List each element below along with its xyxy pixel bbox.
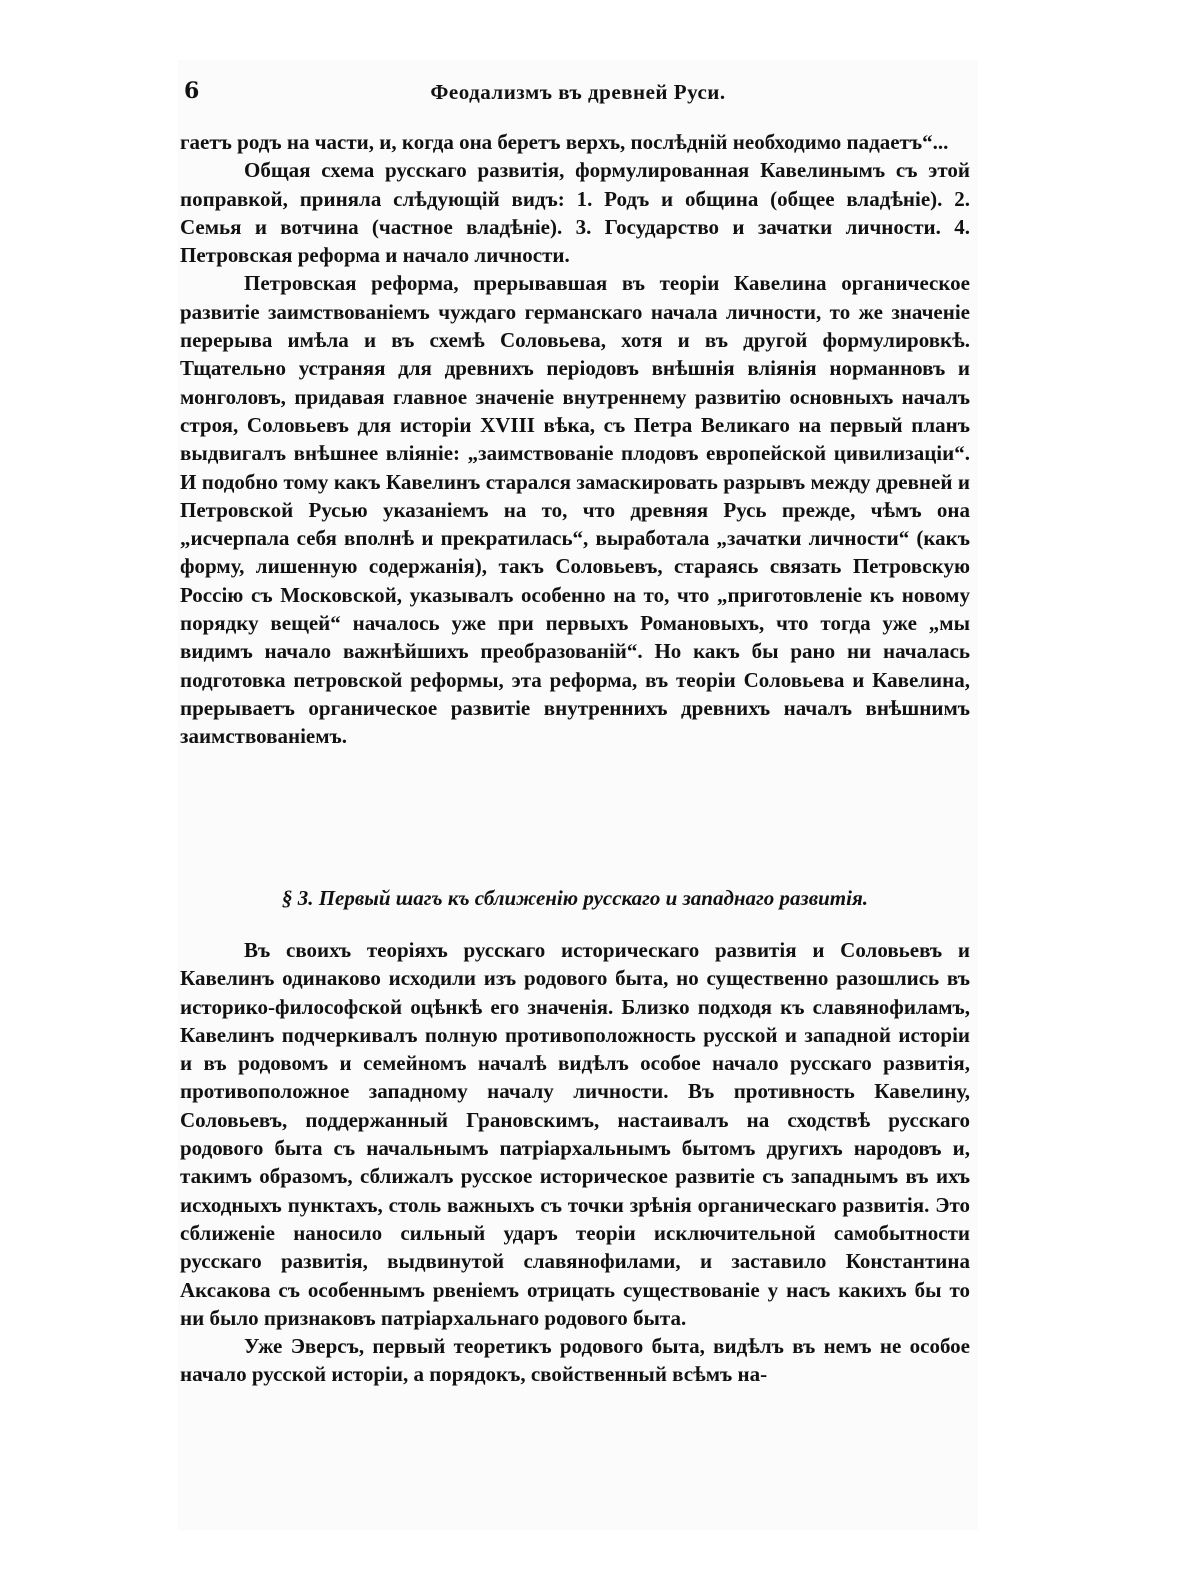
- paragraph-evers: Уже Эверсъ, первый теоретикъ родового быта, видѣлъ въ немъ не особое начало русской исторіи, а порядокъ, свойственный всѣмъ на-: [180, 1334, 970, 1387]
- page-number: 6: [184, 78, 200, 104]
- paragraph-clan-theories: Въ своихъ теоріяхъ русскаго историческаго развитія и Соловьевъ и Кавелинъ одинаково исходили изъ родового быта, но существенно разошлись въ историко-философской оцѣнкѣ его значенія. Близко подходя къ славянофиламъ, Кавелинъ подчеркивалъ полную противоположность русской и западной исторіи и въ родовомъ и семейномъ началѣ видѣлъ особое начало русскаго развитія, противоположное западному началу личности. Въ противность Кавелину, Соловьевъ, поддержанный Грановскимъ, настаивалъ на сходствѣ русскаго родового быта съ начальнымъ патріархальнымъ бытомъ другихъ народовъ и, такимъ образомъ, сближалъ русское историческое развитіе съ западнымъ въ ихъ исходныхъ пунктахъ, столь важныхъ съ точки зрѣнія органическаго развитія. Это сближеніе наносило сильный ударъ теоріи исключительной самобытности русскаго развитія, выдвинутой славянофилами, и заставило Константина Аксакова съ особеннымъ рвеніемъ отрицать существованіе у насъ какихъ бы то ни было признаковъ патріархальнаго родового быта.: [180, 938, 970, 1330]
- running-head: [178, 78, 978, 132]
- text-block-after-section: [180, 936, 970, 1389]
- running-title: Феодализмъ въ древней Руси.: [430, 80, 726, 104]
- paragraph-petrine-reform: Петровская реформа, прерывавшая въ теоріи Кавелина органическое развитіе заимствованіемъ чуждаго германскаго начала личности, то же значеніе перерыва имѣла и въ схемѣ Соловьева, хотя и въ другой формулировкѣ. Тщательно устраняя для древнихъ періодовъ внѣшнія вліянія норманновъ и монголовъ, придавая главное значеніе внутреннему развитію основныхъ началъ строя, Соловьевъ для исторіи XVIII вѣка, съ Петра Великаго на первый планъ выдвигалъ внѣшнее вліяніе: „заимствованіе плодовъ европейской цивилизаціи“. И подобно тому какъ Кавелинъ старался замаскировать разрывъ между древней и Петровской Русью указаніемъ на то, что древняя Русь прежде, чѣмъ она „исчерпала себя вполнѣ и прекратилась“, выработала „зачатки личности“ (какъ форму, лишенную содержанія), такъ Соловьевъ, стараясь связать Петровскую Россію съ Московской, указывалъ особенно на то, что „приготовленіе къ новому порядку вещей“ началось уже при первыхъ Романовыхъ, что тогда уже „мы видимъ начало важнѣйшихъ преобразованій“. Но какъ бы рано ни началась подготовка петровской реформы, эта реформа, въ теоріи Соловьева и Кавелина, прерываетъ органическое развитіе внутреннихъ древнихъ началъ внѣшнимъ заимствованіемъ.: [180, 271, 970, 749]
- paragraph-general-scheme: Общая схема русскаго развитія, формулированная Кавелинымъ съ этой поправкой, приняла слѣдующій видъ: 1. Родъ и община (общее владѣніе). 2. Семья и вотчина (частное владѣніе). 3. Государство и зачатки личности. 4. Петровская реформа и начало личности.: [180, 158, 970, 268]
- paragraph-continuation: гаетъ родъ на части, и, когда она беретъ верхъ, послѣдній необходимо падаетъ“...: [180, 130, 949, 154]
- book-page: [178, 60, 978, 1530]
- section-heading: § 3. Первый шагъ къ сближенію русскаго и западнаго развитія.: [281, 886, 869, 910]
- text-block-before-section: [180, 128, 970, 751]
